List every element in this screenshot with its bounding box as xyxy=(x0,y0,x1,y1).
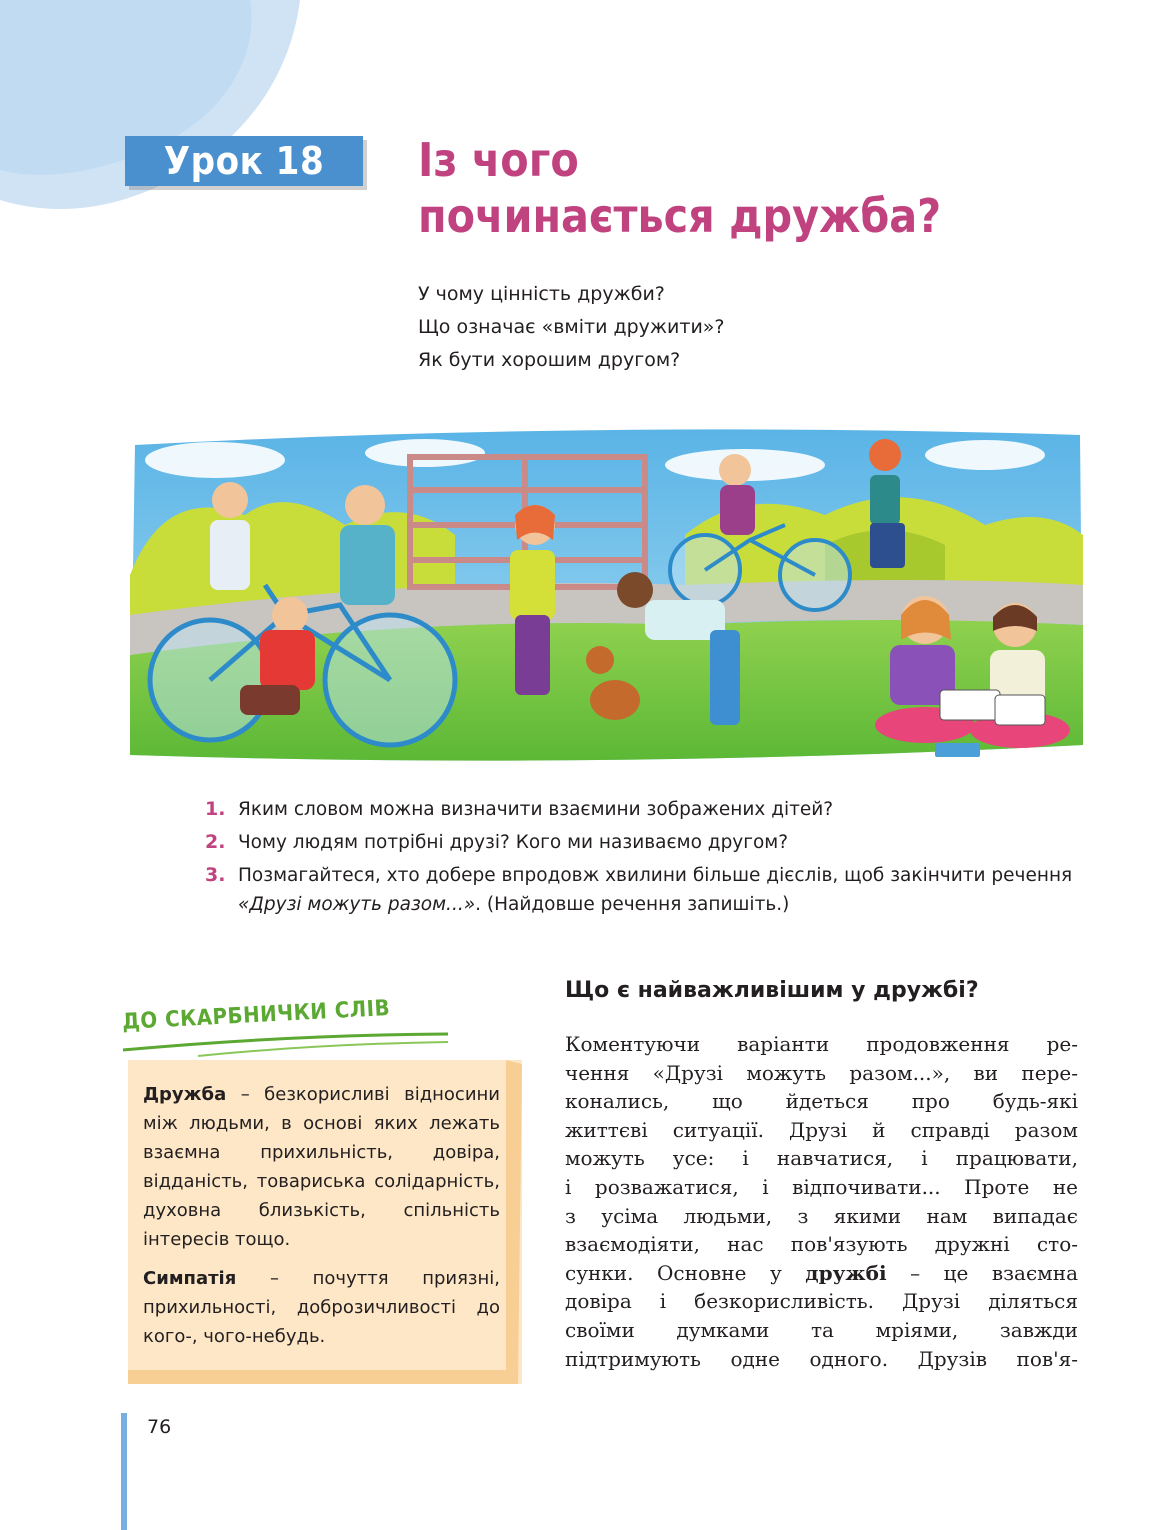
task-text-before: Позмагайтеся, хто добере впродовж хвилини більше дієслів, щоб закінчити речення xyxy=(238,865,1073,886)
intro-questions xyxy=(418,278,725,377)
vocab-entry xyxy=(143,1264,500,1351)
body-bold-word: дружбі xyxy=(805,1260,887,1285)
intro-question: Що означає «вміти дружити»? xyxy=(418,316,725,338)
vocab-term: Дружба xyxy=(143,1084,227,1105)
body-line: взаємодіяти, нас пов'язують дружні сто- xyxy=(565,1232,1078,1257)
lesson-badge: Урок 18 xyxy=(125,136,363,186)
park-illustration xyxy=(125,425,1085,775)
title-line-2: починається дружба? xyxy=(418,189,942,243)
page-number: 76 xyxy=(147,1416,172,1438)
body-line: з усіма людьми, з якими нам випадає xyxy=(565,1203,1078,1228)
intro-question: У чому цінність дружби? xyxy=(418,283,665,305)
body-line: життєві ситуації. Друзі й справді разом xyxy=(565,1117,1078,1142)
vocabulary-text xyxy=(143,1080,500,1361)
task-number: 3. xyxy=(205,864,226,886)
body-line: Коментуючи варіанти продовження ре- xyxy=(565,1032,1078,1056)
section-heading: Що є найважливішим у дружбі? xyxy=(565,978,979,1003)
vocab-entry xyxy=(143,1080,500,1254)
body-line: чення «Друзі можуть разом...», ви пере- xyxy=(565,1060,1078,1085)
page-margin-bar xyxy=(121,1413,127,1530)
body-line-end: – це взаємна xyxy=(886,1260,1078,1285)
body-line: конались, що йдеться про будь-які xyxy=(565,1089,1078,1114)
task-item xyxy=(205,861,1085,919)
lesson-title xyxy=(418,132,941,244)
body-line: підтримують одне одного. Друзів пов'я- xyxy=(565,1346,1078,1371)
task-list xyxy=(205,795,1085,923)
task-text: Яким словом можна визначити взаємини зображених дітей? xyxy=(238,799,834,820)
body-line-start: сунки. Основне у xyxy=(565,1260,806,1285)
vocab-term: Симпатія xyxy=(143,1268,237,1289)
task-text: Чому людям потрібні друзі? Кого ми називаємо другом? xyxy=(238,832,789,853)
task-number: 2. xyxy=(205,831,226,853)
vocab-heading-underline xyxy=(118,1030,458,1060)
task-item xyxy=(205,828,1085,857)
vocabulary-heading: ДО СКАРБНИЧКИ СЛІВ xyxy=(121,996,391,1035)
task-number: 1. xyxy=(205,798,226,820)
body-line: довіра і безкорисливість. Друзі діляться xyxy=(565,1289,1078,1314)
task-text-italic: «Друзі можуть разом...» xyxy=(238,894,476,915)
body-line xyxy=(565,1259,1078,1288)
corner-decoration xyxy=(0,0,320,240)
intro-question: Як бути хорошим другом? xyxy=(418,349,681,371)
vocab-definition: – почуття приязні, прихильності, доброзичливості до кого-, чого-небудь. xyxy=(143,1268,500,1347)
body-line: можуть усе: і навчатися, і працювати, xyxy=(565,1146,1078,1171)
body-line: своїми думками та мріями, завжди xyxy=(565,1317,1078,1342)
body-line: і розважатися, і відпочивати... Проте не xyxy=(565,1174,1078,1199)
section-body xyxy=(565,1030,1078,1373)
task-text-after: . (Найдовше речення запишіть.) xyxy=(475,894,790,915)
title-line-1: Із чого xyxy=(418,133,579,187)
task-item xyxy=(205,795,1085,824)
vocab-definition: – безкорисливі відносини між людьми, в основі яких лежать взаємна прихильність, довіра, відданість, товариська солідарність, духовна близькість, спільність інтересів тощо. xyxy=(143,1084,500,1250)
